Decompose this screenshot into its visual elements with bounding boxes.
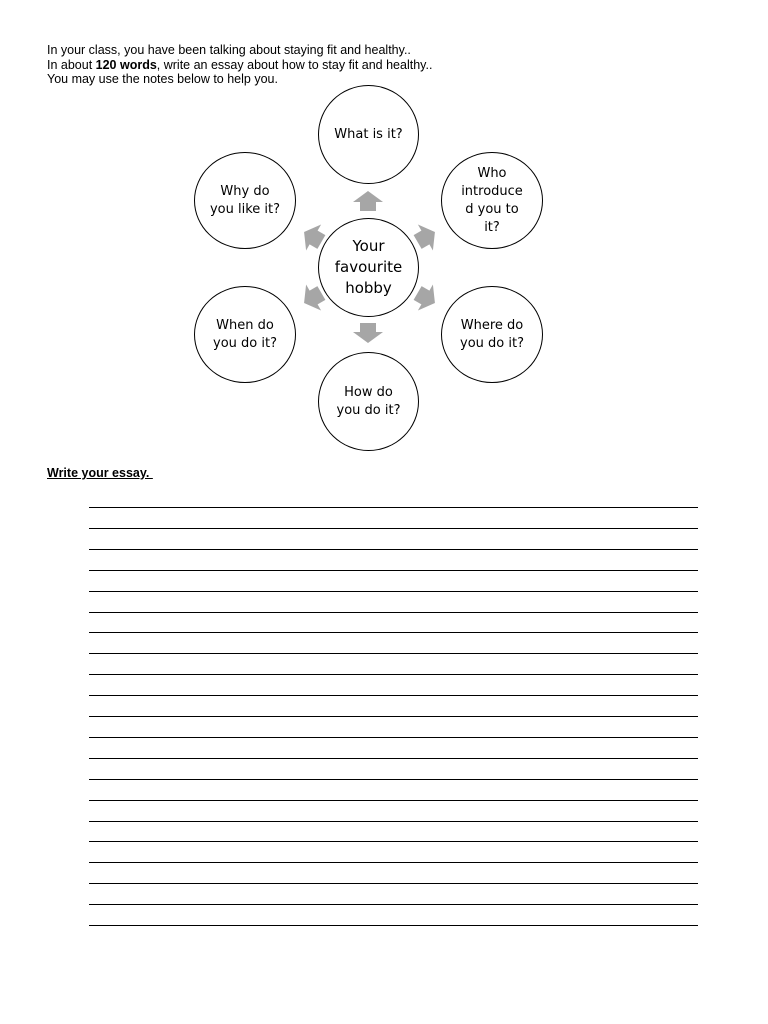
essay-line[interactable] xyxy=(89,591,698,592)
center-bubble xyxy=(318,218,419,317)
essay-line[interactable] xyxy=(89,716,698,717)
bubble-when-do-you-do-it xyxy=(194,286,296,383)
instructions-line-2-suffix: , write an essay about how to stay fit and healthy.. xyxy=(156,57,433,72)
bubble-how-label: How do you do it? xyxy=(336,384,401,418)
essay-line[interactable] xyxy=(89,653,698,654)
essay-line[interactable] xyxy=(89,925,698,926)
essay-line[interactable] xyxy=(89,779,698,780)
arrow-down-icon xyxy=(353,323,383,343)
essay-line[interactable] xyxy=(89,507,698,508)
essay-line[interactable] xyxy=(89,570,698,571)
essay-line[interactable] xyxy=(89,841,698,842)
arrow-up-icon xyxy=(353,191,383,211)
essay-line[interactable] xyxy=(89,821,698,822)
instructions-line-1: In your class, you have been talking about staying fit and healthy.. xyxy=(47,43,411,57)
bubble-who-introduced xyxy=(441,152,543,249)
bubble-why-do-you-like-it xyxy=(194,152,296,249)
essay-line[interactable] xyxy=(89,695,698,696)
essay-line[interactable] xyxy=(89,528,698,529)
essay-heading: Write your essay. xyxy=(47,466,153,480)
word-count: 120 words xyxy=(95,57,157,72)
essay-line[interactable] xyxy=(89,800,698,801)
bubble-where-label: Where do you do it? xyxy=(460,317,524,351)
essay-line[interactable] xyxy=(89,862,698,863)
bubble-what-is-it-label: What is it? xyxy=(334,126,403,142)
instructions-line-2-prefix: In about xyxy=(47,57,96,72)
essay-line[interactable] xyxy=(89,549,698,550)
essay-line[interactable] xyxy=(89,758,698,759)
essay-line[interactable] xyxy=(89,737,698,738)
essay-line[interactable] xyxy=(89,612,698,613)
bubble-how-do-you-do-it xyxy=(318,352,419,451)
bubble-where-do-you-do-it xyxy=(441,286,543,383)
bubble-when-label: When do you do it? xyxy=(213,317,277,351)
mind-map xyxy=(0,0,768,470)
bubble-what-is-it xyxy=(318,85,419,184)
bubble-why-label: Why do you like it? xyxy=(209,183,281,217)
bubble-who-introduced-label: Who introduce d you to it? xyxy=(461,165,523,235)
essay-line[interactable] xyxy=(89,674,698,675)
essay-line[interactable] xyxy=(89,632,698,633)
essay-line[interactable] xyxy=(89,883,698,884)
center-label: Your favourite hobby xyxy=(334,237,403,297)
instructions-line-3: You may use the notes below to help you. xyxy=(47,72,278,86)
essay-line[interactable] xyxy=(89,904,698,905)
